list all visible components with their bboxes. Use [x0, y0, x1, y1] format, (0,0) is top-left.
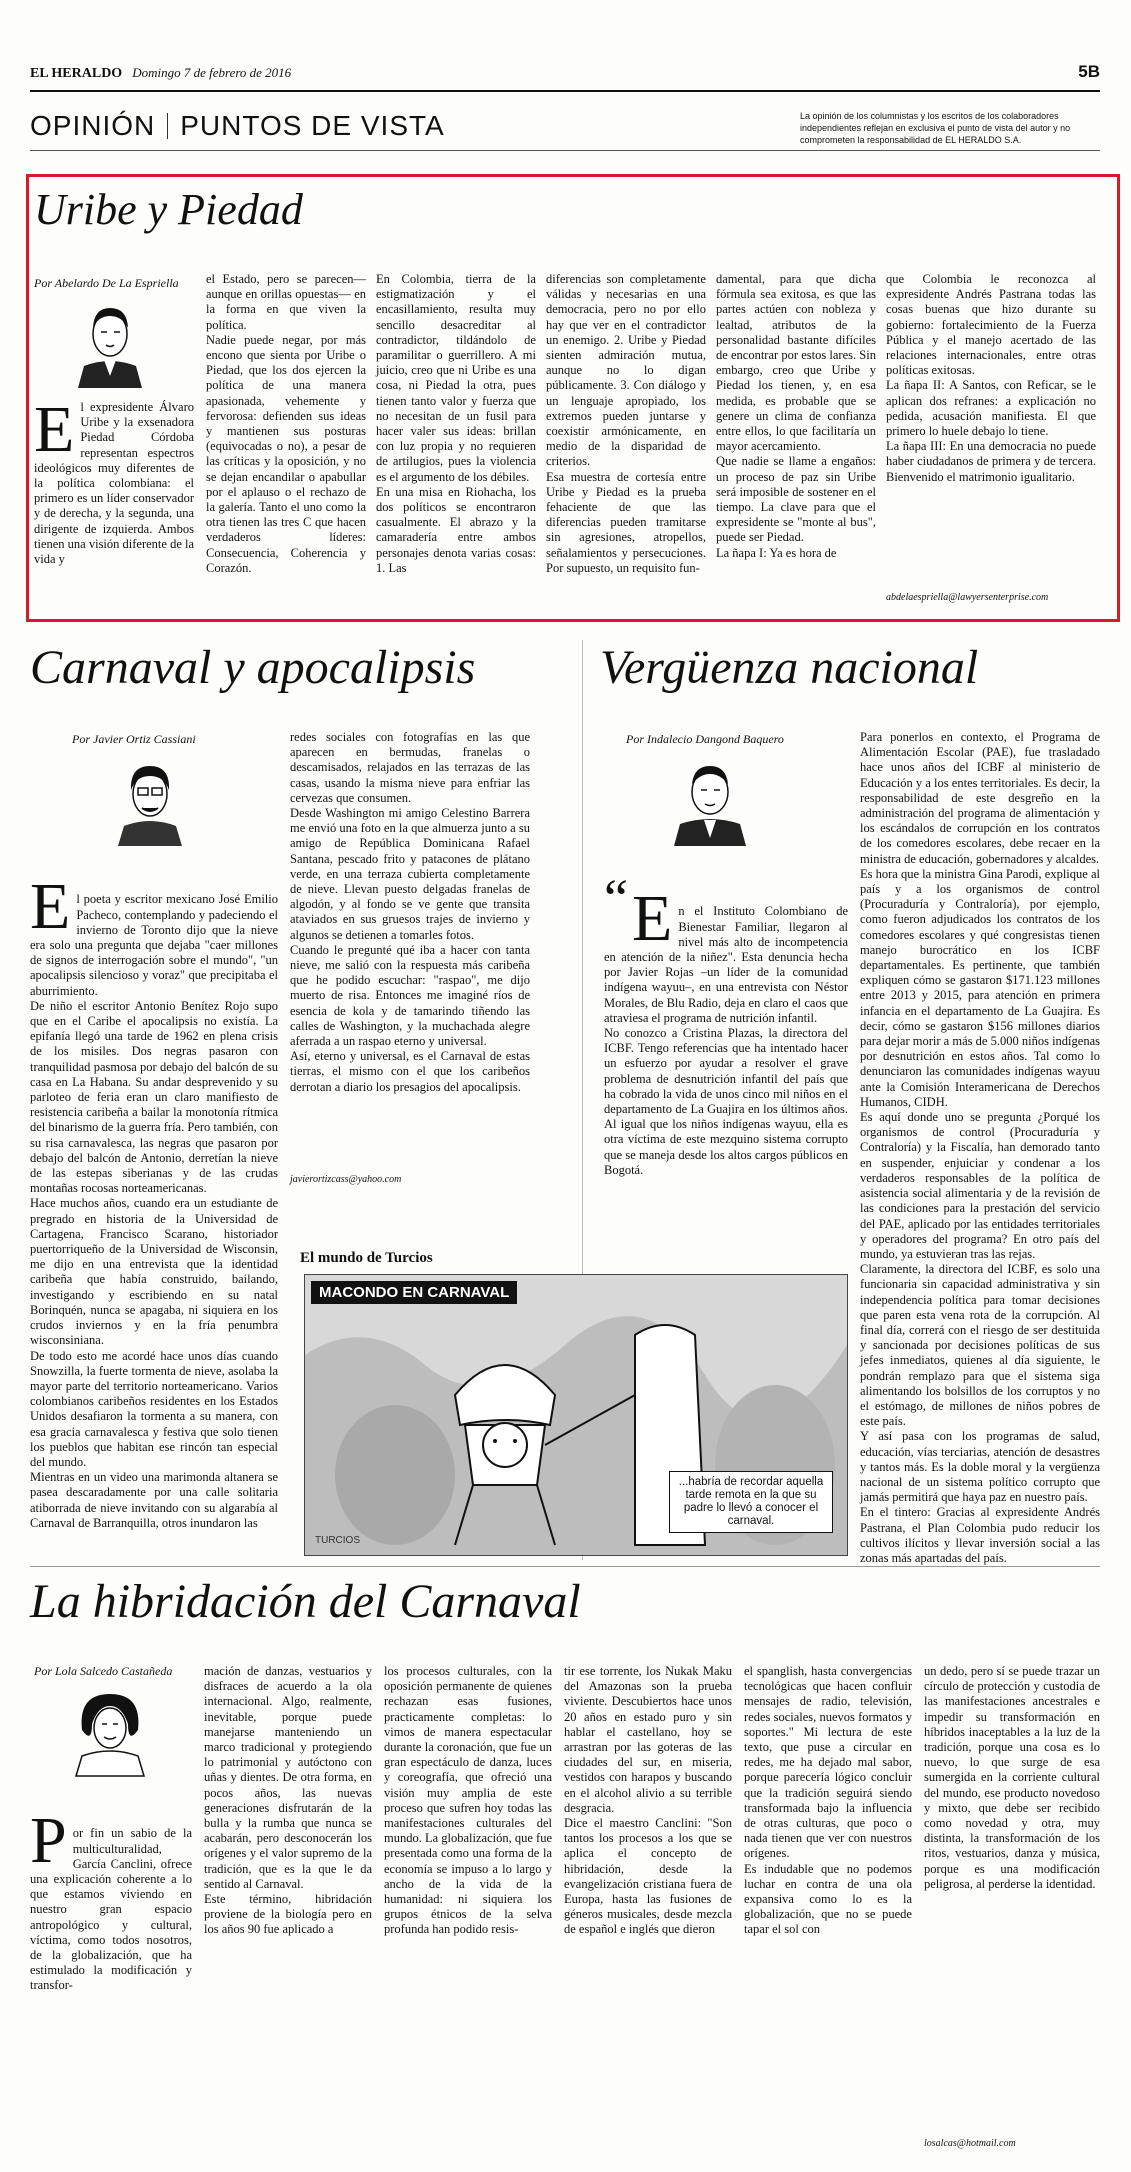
cartoon-section-title: El mundo de Turcios [300, 1250, 433, 1266]
author-email-carnaval[interactable]: javierortizcass@yahoo.com [290, 1174, 402, 1185]
author-portrait-verguenza [668, 754, 752, 846]
article-column: el spanglish, hasta convergencias tecnológicas que hacen confluir mensajes de radio, televisión, redes sociales, nuevos formatos y soportes." Mi lectura de este texto, que puse a circular en redes, me ha dejado mal sabor, porque parecería lógico concluir que la tradición seguirá siendo transformada bajo la influencia de otras culturas, que poco o nada tienen que ver con nuestros orígenes. Es indudable que no podemos luchar en contra de una ola expansiva como lo es la globalización, que no se puede tapar el sol con [744, 1664, 912, 1937]
byline-uribe: Por Abelardo De La Espriella [34, 276, 179, 290]
article-column: Para ponerlos en contexto, el Programa de Alimentación Escolar (PAE), fue trasladado hace unos años del ICBF al ministerio de Educación y a los entes territoriales. Es decir, la responsabilidad de este desgreño en la administración del programa de alimentación y los escándalos de corrupción en los contratos de los comedores escolares, debe recaer en la ministra de educación, gobernadores y alcaldes. Es hora que la ministra Gina Parodi, explique al país y a los organismos de control (Procuraduría y Contraloría), por ejemplo, como fueron adjudicados los contratos de los comedores escolares y qué congresistas tienen manejo burocrático en los ICBF departamentales. Es pertinente, que también expliquen cómo se gastaron $171.123 millones entre 2013 y 2015, para atención en primera infancia en el departamento de La Guajira. Es decir, cómo se gastaron $156 millones diarios para dejar morir a más de 5.000 niños indígenas por desnutrición en estos años. Tal como lo denunciaron las comunidades indígenas wayuu ante la Comisión Interamericana de Derechos Humanos, CIDH. Es aquí donde uno se pregunta ¿Porqué los organismos de control (Procuraduría y Contraloría) y la Fiscalía, han demorado tanto en suspender, enjuiciar y condenar a los verdaderos responsables de la política de asistencia social alimentaria y de la revisión de las condiciones para la prestación del servicio del PAE, aplicado por las entidades territoriales y operadores del programa? En otro país del mundo, ya estuvieran tras las rejas. Claramente, la directora del ICBF, es solo una funcionaria sin capacidad administrativa y sin independencia política para tomar decisiones que paren esta vena rota de la corrupción. Al final día, correrá con el riesgo de ser destituida y sancionada por decisiones políticas de sus jefes inmediatos, quienes al día siguiente, le pondrán remplazo para que el sistema siga alimentando los bolsillos de los corruptos y no el estómago, de millones de niños pobres de este país. Y así pasa con los programas de salud, educación, vías terciarias, atención de desastres y tantos más. Es la doble moral y la vergüenza nacional de un sistema político corrupto que jamás permitirá que haya paz en nuestro país. En el tintero: Gracias al expresidente Andrés Pastrana, el Plan Colombia pudo reducir los cultivos ilícitos y llevar inversión social a las zonas más apartadas del país. [860, 730, 1100, 1565]
column-text: l poeta y escritor mexicano José Emilio Pacheco, contemplando y padeciendo el invierno de Toronto dijo que la nieve era solo una pregunta que dejaba "caer millones de signos de interrogación sobre el mundo", "un apocalipsis silencioso y voraz" que precipitaba el aburrimiento. De niño el escritor Antonio Benítez Rojo supo que en el Caribe el apocalipsis no existía. La epifanía llegó una tarde de 1962 en plena crisis de los misiles. Dos negras pasaron con tranquilidad pasmosa por debajo del balcón de su casa en La Habana. Su andar desprevenido y su parloteo de feria eran un claro manifiesto de resistencia caribeña a bailar la monotonía rítmica del binarismo de la guerra fría. Pero también, con su risa carnavalesca, las negras que pasaron por debajo del balcón de Antonio, derretían la nieve de las estepas siberianas y de las crudas montañas rocosas norteamericanas. Hace muchos años, cuando era un estudiante de pregrado en historia de la Universidad de Cartagena, Francisco Scarano, historiador puertorriqueño de la Universidad de Wisconsin, me dijo en una entrevista que la identidad caribeña que había construido, bailando, investigando y escribiendo en su natal Borinquén, nunca se apagaba, ni siquiera en los crudos inviernos y en la fría penumbra wisconsiniana. De todo esto me acordé hace unos días cuando Snowzilla, la fuerte tormenta de nieve, asolaba la mayor parte del territorio norteamericano. Varios colombianos caribeños residentes en los Estados Unidos desafiaron la tormenta a su manera, con esa gracia carnavalesca y festiva que solo tienen los pueblos que habitan ese rincón tan especial del mundo. Mientras en un video una marimonda altanera se pasea descaradamente por una calle solitaria atiborrada de nieve invitando con su algarabía al Carnaval de Barranquilla, otros inundaron las [30, 892, 278, 1530]
article-column: mación de danzas, vestuarios y disfraces de acuerdo a la ola internacional. Algo, realmente, inevitable, porque puede manejarse manteniendo un marco tradicional y protegiendo lo patrimonial y autóctono con uñas y dientes. De otra forma, en pocos años, las nuevas generaciones disfrutarán de la bulla y la rumba que nunca se acabarán, pero desconocerán los orígenes y el valor supremo de la tradición, que es la que le da sentido al Carnaval. Este término, hibridación proviene de la biología pero en los años 90 fue aplicado a [204, 1664, 372, 1937]
masthead-rule [30, 90, 1100, 92]
article-title-verguenza: Vergüenza nacional [600, 641, 979, 694]
opinion-disclaimer: La opinión de los columnistas y los escritos de los colaboradores independientes reflejan en exclusiva el punto de vista del autor y no comprometen la responsabilidad de EL HERALDO S.A. [800, 111, 1071, 145]
article-title-uribe: Uribe y Piedad [34, 185, 303, 234]
byline-hibridacion: Por Lola Salcedo Castañeda [34, 1664, 173, 1678]
article-column: los procesos culturales, con la oposición permanente de quienes rechazan esas fusiones, practicamente completas: lo vimos de manera espectacular durante la coronación, que fue un gran espectáculo de danza, luces y coreografía, que ofreció una visión muy amplia de este proceso que sufren hoy todas las manifestaciones culturales del mundo. La globalización, que fue presentada como una forma de la economía se impuso a lo largo y ancho de la vida de la humanidad: ni siquiera los grupos étnicos de la selva profunda han podido resis- [384, 1664, 552, 1937]
article-column: que Colombia le reconozca al expresidente Andrés Pastrana todas las cosas buenas que hizo durante su gobierno: fortalecimiento de la Fuerza Pública y el manejo acertado de las relaciones internacionales, entre otras políticas exitosas. La ñapa II: A Santos, con Reficar, se le aplican dos refranes: a explicación no pedida, acusación manifiesta. El que primero lo huele debajo lo tiene. La ñapa III: En una democracia no puede haber ciudadanos de primera y de tercera. Bienvenido el matrimonio igualitario. [886, 272, 1096, 484]
author-email-uribe[interactable]: abdelaespriella@lawyersenterprise.com [886, 592, 1049, 603]
cartoon-caption: ...habría de recordar aquella tarde remota en la que su padre lo llevó a conocer el carnaval. [669, 1471, 833, 1533]
masthead [30, 64, 1100, 86]
newspaper-name: EL HERALDO [30, 66, 123, 81]
editorial-cartoon [304, 1274, 848, 1556]
author-portrait-hibridacion [68, 1684, 152, 1776]
section-name: OPINIÓN [30, 110, 156, 141]
author-portrait-carnaval [110, 754, 190, 846]
author-email-hibridacion[interactable]: losalcas@hotmail.com [924, 2138, 1016, 2149]
article-column: damental, para que dicha fórmula sea exitosa, es que las partes actúen con nobleza y lealtad, atributos de la personalidad bastante difíciles de encontrar por estos lares. Sin embargo, creo que Uribe y Piedad los tienen, y, en esa medida, es probable que se genere un clima de confianza entre ellos, lo que facilitaría un mayor acercamiento. Que nadie se llame a engaños: un proceso de paz sin Uribe será imposible de sostener en el tiempo. La clave para que el expresidente se "monte al bus", puede ser Piedad. La ñapa I: Ya es hora de [716, 272, 876, 560]
article-column: redes sociales con fotografías en las que aparecen en bermudas, franelas o descamisados, relajados en las terrazas de las casas, usando la misma nieve para enfriar las cervezas que consumen. Desde Washington mi amigo Celestino Barrera me envió una foto en la que almuerza junto a su amigo de República Dominicana Rafael Santana, pescado frito y patacones de plátano verde, en una terraza cubierta completamente de nieve. Llevan puesto delgadas franelas de algodón, y al fondo se ve gente que transita ataviados en sus gruesos trajes de invierno y algunos se detienen a tomarles fotos. Cuando le pregunté qué iba a hacer con tanta nieve, me salió con la respuesta más caribeña que he podido escuchar: "raspao", me dijo muerto de risa. Entonces me imaginé ríos de esencia de kola y de tamarindo tiñendo las calles de Washington, y la muchachada alegre aferrada a un raspao eterno y universal. Así, eterno y universal, es el Carnaval de estas tierras, el mismo con el que los caribeños derrotan a diario los presagios del apocalipsis. [290, 730, 530, 1094]
section-header [30, 110, 445, 142]
article-column [34, 393, 195, 612]
drop-cap: P [30, 1804, 67, 1878]
section-divider-line [30, 1566, 1100, 1567]
section-rule [30, 150, 1100, 151]
section-subname: PUNTOS DE VISTA [180, 110, 445, 141]
article-column [30, 862, 278, 1548]
article-column: un dedo, pero sí se puede trazar un círculo de protección y custodia de las manifestaciones ancestrales e impedir su transformación en híbridos inaceptables a la luz de la tradición, porque una cosa es lo nuevo, lo que surge de esa sumergida en la corriente cultural del mundo, ese producto novedoso y mixto, que debe ser recibido como novedad y otra, muy distinta, la transformación de los ritos, vestuarios, danza y música, porque es una modificación peligrosa, al perderse la identidad. [924, 1664, 1100, 1891]
column-text: l expresidente Álvaro Uribe y la exsenadora Piedad Córdoba representan espectros ideológicos muy diferentes de la política colombiana: el primero es un líder conservador y de derecha, y la segunda, una dirigente de izquierda. Ambos tienen una visión diferente de la vida y [34, 400, 195, 567]
drop-cap: E [30, 870, 71, 944]
byline-verguenza: Por Indalecio Dangond Baquero [626, 732, 784, 746]
cartoon-signature: TURCIOS [315, 1535, 360, 1546]
article-column: tir ese torrente, los Nukak Maku del Amazonas son la prueba viviente. Descubiertos hace unos 20 años en estado puro y sin hablar el castellano, hoy se arrastran por las goteras de las ciudades del sur, en miseria, vestidos con harapos y buscando en el alcohol alivio a su terrible desgracia. Dice el maestro Canclini: "Son tantos los procesos a los que se aplica el concepto de hibridación, desde la evangelización cristiana fuera de Europa, hasta las fusiones de géneros musicales, desde mezcla de español e inglés que dieron [564, 1664, 732, 1937]
article-column [30, 1796, 192, 2156]
quote-mark-icon: “ [604, 868, 628, 928]
section-divider [167, 113, 168, 139]
author-portrait-uribe [70, 296, 150, 388]
cartoon-label: MACONDO EN CARNAVAL [311, 1281, 517, 1304]
drop-cap: E [34, 393, 75, 466]
page-number: 5B [1078, 62, 1100, 81]
column-text: n el Instituto Colombiano de Bienestar Familiar, llegaron al nivel más alto de incompetencia en atención de la niñez". Esta denuncia hecha por Javier Rojas –un líder de la comunidad indígena wayuu–, en una entrevista con Néstor Morales, de Blu Radio, deja en claro el caos que atraviesa el programa de nutrición infantil. No conozco a Cristina Plazas, la directora del ICBF. Tengo referencias que ha intentado hacer un esfuerzo por ayudar a resolver el grave problema de desnutrición infantil del país que ha cobrado la vida de unos cinco mil niños en el departamento de La Guajira en los últimos años. Al igual que los niños indígenas wayuu, ella es otra víctima de este mezquino sistema corrupto que se maneja desde los altos cargos públicos en Bogotá. [604, 904, 848, 1177]
column-text: or fin un sabio de la multiculturalidad, García Canclini, ofrece una explicación coherente a lo que estamos viviendo en nuestro gran espacio antropológico y cultural, víctima, como todos nosotros, de la globalización, que ha estimulado la modificación y transfor- [30, 1826, 192, 1993]
article-column: el Estado, pero se parecen— aunque en orillas opuestas— en la forma en que viven la política. Nadie puede negar, por más encono que sienta por Uribe o Piedad, que los dos ejercen la política de una manera apasionada, vehemente y fervorosa: defienden sus ideas y mantienen sus posturas (equivocadas o no), a pesar de las críticas y la oposición, y no se dejan encandilar o apabullar por el aplauso o el rechazo de la galería. Tanto el uno como la otra tienen las tres C que hacen verdaderos líderes: Consecuencia, Coherencia y Corazón. [206, 272, 366, 575]
drop-cap: E [632, 882, 673, 956]
issue-date: Domingo 7 de febrero de 2016 [132, 65, 292, 80]
article-title-carnaval: Carnaval y apocalipsis [30, 641, 476, 694]
byline-carnaval: Por Javier Ortiz Cassiani [72, 732, 196, 746]
article-title-hibridacion: La hibridación del Carnaval [30, 1575, 581, 1628]
article-column [604, 868, 848, 1246]
article-column: diferencias son completamente válidas y necesarias en una democracia, pero no por ello hay que ver en el contradictor un enemigo. 2. Uribe y Piedad sienten admiración mutua, aunque no lo digan públicamente. 3. Con diálogo y un lenguaje apropiado, los extremos pueden juntarse y coexistir armónicamente, en medio de la disparidad de criterios. Esa muestra de cortesía entre Uribe y Piedad es la prueba fehaciente de que las diferencias pueden tramitarse sin agresiones, atropellos, señalamientos y persecuciones. Por supuesto, un requisito fun- [546, 272, 706, 575]
article-column: En Colombia, tierra de la estigmatización y el encasillamiento, resulta muy sencillo desacreditar al contradictor, tildándolo de paramilitar o guerrillero. A mi juicio, creo que ni Uribe es una cosa, ni Piedad la otra, pues tienen tanto valor y fuerza que no necesitan de un fusil para hacer valer sus ideas: brillan con luz propia y no requieren de artilugios, pues la violencia es el argumento de los débiles. En una misa en Riohacha, los dos políticos se encontraron casualmente. El abrazo y la camaradería entre ambos personajes denota varias cosas: 1. Las [376, 272, 536, 575]
